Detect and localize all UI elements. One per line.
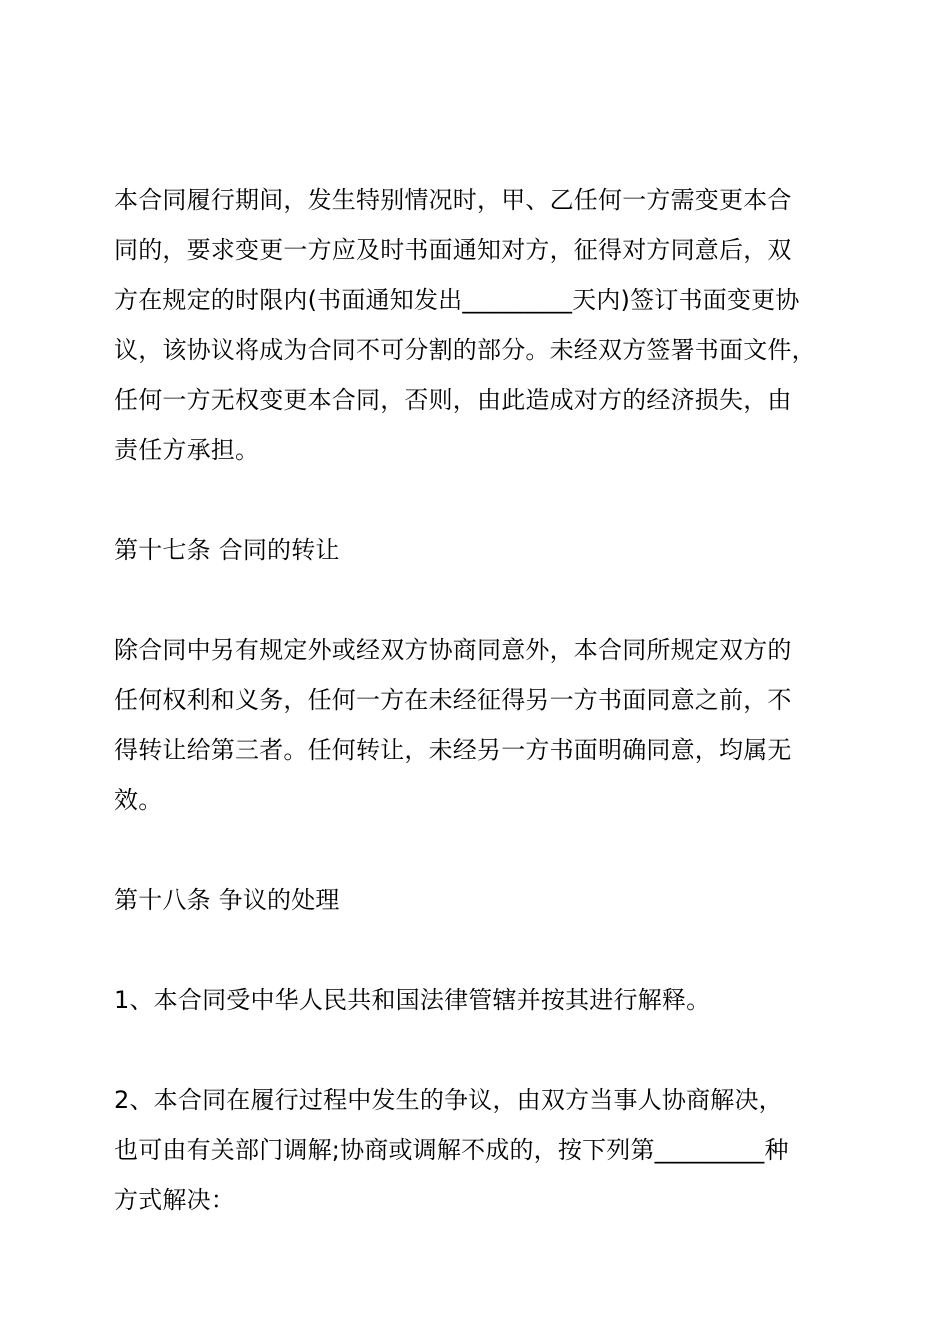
text-line: 效。 (114, 786, 163, 814)
spacer (114, 1025, 854, 1075)
document-page (114, 175, 854, 1225)
text-line: 方式解决： (114, 1186, 235, 1214)
text-line: 任何权利和义务，任何一方在未经征得另一方书面同意之前，不 (114, 686, 792, 714)
spacer (114, 825, 854, 875)
text-line: 同的，要求变更一方应及时书面通知对方，征得对方同意后，双 (114, 236, 792, 264)
paragraph-contract-transfer (114, 625, 854, 825)
text-line: 责任方承担。 (114, 436, 260, 464)
text-line: 1、本合同受中华人民共和国法律管辖并按其进行解释。 (114, 986, 711, 1014)
spacer (114, 475, 854, 525)
text-line: 2、本合同在履行过程中发生的争议，由双方当事人协商解决， (114, 1086, 783, 1114)
heading-article-18 (114, 875, 854, 925)
spacer (114, 925, 854, 975)
heading-text: 第十八条 争议的处理 (114, 886, 340, 914)
heading-article-17 (114, 525, 854, 575)
list-item-1 (114, 975, 854, 1025)
heading-text: 第十七条 合同的转让 (114, 536, 340, 564)
text-line: 也可由有关部门调解;协商或调解不成的，按下列第_________种 (114, 1136, 789, 1164)
text-line: 本合同履行期间，发生特别情况时，甲、乙任何一方需变更本合 (114, 186, 792, 214)
text-line: 得转让给第三者。任何转让，未经另一方书面明确同意，均属无 (114, 736, 792, 764)
text-line: 任何一方无权变更本合同，否则，由此造成对方的经济损失，由 (114, 386, 792, 414)
list-item-2 (114, 1075, 854, 1225)
text-line: 方在规定的时限内(书面通知发出_________天内)签订书面变更协 (114, 286, 800, 314)
paragraph-contract-change (114, 175, 854, 475)
text-line: 议，该协议将成为合同不可分割的部分。未经双方签署书面文件， (114, 336, 816, 364)
text-line: 除合同中另有规定外或经双方协商同意外，本合同所规定双方的 (114, 636, 792, 664)
spacer (114, 575, 854, 625)
